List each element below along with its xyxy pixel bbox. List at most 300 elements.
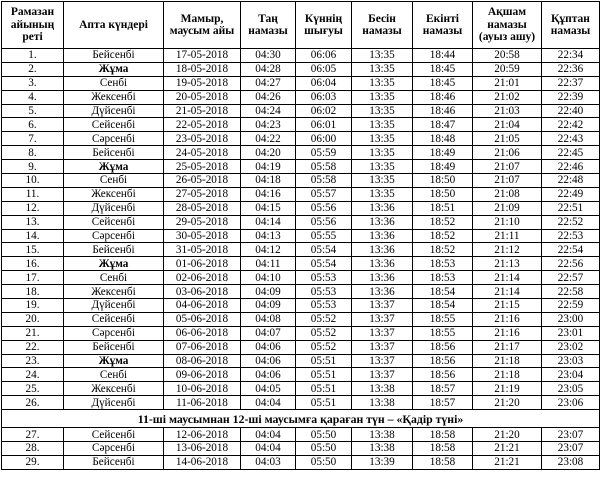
cell-sunrise: 06:06 <box>296 49 352 63</box>
cell-day-number: 18. <box>2 285 64 299</box>
header-weekday: Апта күндері <box>64 2 164 49</box>
cell-maghrib: 21:18 <box>473 354 542 368</box>
cell-day-number: 10. <box>2 174 64 188</box>
table-row <box>2 442 600 456</box>
cell-maghrib: 21:16 <box>473 312 542 326</box>
cell-dhuhr: 13:38 <box>352 396 413 410</box>
cell-isha: 23:08 <box>542 455 600 469</box>
table-row <box>2 118 600 132</box>
cell-fajr: 04:06 <box>241 368 296 382</box>
cell-sunrise: 05:50 <box>296 428 352 442</box>
cell-weekday: Сенбі <box>64 76 164 90</box>
cell-sunrise: 05:53 <box>296 271 352 285</box>
cell-asr: 18:53 <box>413 271 473 285</box>
qadr-night-section <box>2 410 600 428</box>
cell-dhuhr: 13:35 <box>352 160 413 174</box>
cell-day-number: 1. <box>2 49 64 63</box>
cell-day-number: 13. <box>2 215 64 229</box>
cell-asr: 18:53 <box>413 257 473 271</box>
cell-dhuhr: 13:37 <box>352 354 413 368</box>
cell-dhuhr: 13:35 <box>352 187 413 201</box>
cell-date: 12-06-2018 <box>164 428 241 442</box>
cell-fajr: 04:04 <box>241 442 296 456</box>
cell-isha: 23:05 <box>542 382 600 396</box>
cell-asr: 18:44 <box>413 49 473 63</box>
cell-fajr: 04:24 <box>241 104 296 118</box>
cell-day-number: 3. <box>2 76 64 90</box>
cell-fajr: 04:22 <box>241 132 296 146</box>
cell-weekday: Сенбі <box>64 174 164 188</box>
cell-asr: 18:45 <box>413 62 473 76</box>
cell-isha: 23:01 <box>542 326 600 340</box>
cell-asr: 18:54 <box>413 285 473 299</box>
cell-day-number: 23. <box>2 354 64 368</box>
cell-sunrise: 06:04 <box>296 76 352 90</box>
cell-asr: 18:58 <box>413 428 473 442</box>
cell-sunrise: 05:51 <box>296 354 352 368</box>
cell-fajr: 04:12 <box>241 243 296 257</box>
cell-day-number: 21. <box>2 326 64 340</box>
cell-weekday: Сәрсенбі <box>64 132 164 146</box>
cell-asr: 18:49 <box>413 160 473 174</box>
cell-maghrib: 21:10 <box>473 215 542 229</box>
cell-maghrib: 21:04 <box>473 118 542 132</box>
cell-date: 31-05-2018 <box>164 243 241 257</box>
cell-dhuhr: 13:36 <box>352 243 413 257</box>
cell-fajr: 04:14 <box>241 215 296 229</box>
cell-dhuhr: 13:37 <box>352 299 413 313</box>
cell-day-number: 14. <box>2 229 64 243</box>
cell-fajr: 04:04 <box>241 396 296 410</box>
cell-isha: 22:59 <box>542 299 600 313</box>
cell-fajr: 04:06 <box>241 354 296 368</box>
cell-day-number: 17. <box>2 271 64 285</box>
cell-date: 14-06-2018 <box>164 455 241 469</box>
cell-date: 21-05-2018 <box>164 104 241 118</box>
cell-maghrib: 20:58 <box>473 49 542 63</box>
header-day-number: Рамазан айының реті <box>2 2 64 49</box>
cell-sunrise: 05:53 <box>296 299 352 313</box>
cell-asr: 18:52 <box>413 243 473 257</box>
cell-isha: 22:46 <box>542 160 600 174</box>
cell-dhuhr: 13:35 <box>352 62 413 76</box>
cell-date: 08-06-2018 <box>164 354 241 368</box>
cell-dhuhr: 13:37 <box>352 312 413 326</box>
cell-date: 25-05-2018 <box>164 160 241 174</box>
cell-day-number: 9. <box>2 160 64 174</box>
cell-dhuhr: 13:35 <box>352 174 413 188</box>
table-row <box>2 174 600 188</box>
table-row <box>2 187 600 201</box>
cell-fajr: 04:30 <box>241 49 296 63</box>
cell-fajr: 04:20 <box>241 146 296 160</box>
cell-asr: 18:55 <box>413 326 473 340</box>
cell-asr: 18:46 <box>413 90 473 104</box>
cell-asr: 18:52 <box>413 215 473 229</box>
cell-weekday: Сейсенбі <box>64 312 164 326</box>
cell-isha: 22:56 <box>542 257 600 271</box>
cell-day-number: 2. <box>2 62 64 76</box>
cell-weekday: Бейсенбі <box>64 243 164 257</box>
cell-fajr: 04:11 <box>241 257 296 271</box>
header-dhuhr: Бесін намазы <box>352 2 413 49</box>
cell-fajr: 04:09 <box>241 285 296 299</box>
cell-isha: 22:42 <box>542 118 600 132</box>
cell-dhuhr: 13:37 <box>352 340 413 354</box>
cell-weekday: Жексенбі <box>64 285 164 299</box>
cell-asr: 18:57 <box>413 382 473 396</box>
cell-isha: 22:48 <box>542 174 600 188</box>
cell-fajr: 04:04 <box>241 428 296 442</box>
cell-date: 24-05-2018 <box>164 146 241 160</box>
table-row <box>2 132 600 146</box>
cell-date: 30-05-2018 <box>164 229 241 243</box>
cell-isha: 22:51 <box>542 201 600 215</box>
cell-isha: 22:58 <box>542 285 600 299</box>
cell-asr: 18:54 <box>413 299 473 313</box>
cell-sunrise: 05:56 <box>296 215 352 229</box>
cell-fajr: 04:28 <box>241 62 296 76</box>
cell-sunrise: 06:02 <box>296 104 352 118</box>
cell-maghrib: 21:11 <box>473 229 542 243</box>
cell-isha: 23:02 <box>542 340 600 354</box>
cell-weekday: Жексенбі <box>64 187 164 201</box>
cell-date: 11-06-2018 <box>164 396 241 410</box>
cell-date: 13-06-2018 <box>164 442 241 456</box>
cell-day-number: 4. <box>2 90 64 104</box>
cell-weekday: Бейсенбі <box>64 49 164 63</box>
cell-dhuhr: 13:36 <box>352 285 413 299</box>
table-row <box>2 243 600 257</box>
cell-date: 05-06-2018 <box>164 312 241 326</box>
cell-day-number: 28. <box>2 442 64 456</box>
cell-isha: 23:06 <box>542 396 600 410</box>
cell-asr: 18:52 <box>413 229 473 243</box>
cell-fajr: 04:03 <box>241 455 296 469</box>
cell-date: 06-06-2018 <box>164 326 241 340</box>
cell-maghrib: 21:02 <box>473 90 542 104</box>
cell-maghrib: 21:19 <box>473 382 542 396</box>
cell-day-number: 8. <box>2 146 64 160</box>
cell-weekday: Жексенбі <box>64 90 164 104</box>
cell-dhuhr: 13:37 <box>352 368 413 382</box>
cell-fajr: 04:10 <box>241 271 296 285</box>
cell-sunrise: 05:54 <box>296 243 352 257</box>
cell-weekday: Дүйсенбі <box>64 104 164 118</box>
table-row <box>2 104 600 118</box>
cell-asr: 18:45 <box>413 76 473 90</box>
cell-day-number: 11. <box>2 187 64 201</box>
table-row <box>2 215 600 229</box>
cell-day-number: 29. <box>2 455 64 469</box>
cell-date: 26-05-2018 <box>164 174 241 188</box>
table-row <box>2 146 600 160</box>
cell-fajr: 04:05 <box>241 382 296 396</box>
cell-dhuhr: 13:39 <box>352 455 413 469</box>
cell-isha: 23:04 <box>542 368 600 382</box>
cell-asr: 18:49 <box>413 146 473 160</box>
cell-maghrib: 21:07 <box>473 174 542 188</box>
cell-date: 23-05-2018 <box>164 132 241 146</box>
cell-sunrise: 05:57 <box>296 187 352 201</box>
qadr-night-note: 11-ші маусымнан 12-ші маусымға қараған түн – «Қадір түні» <box>2 410 600 428</box>
cell-maghrib: 21:07 <box>473 160 542 174</box>
cell-fajr: 04:08 <box>241 312 296 326</box>
header-isha: Құптан намазы <box>542 2 600 49</box>
cell-sunrise: 05:55 <box>296 229 352 243</box>
cell-asr: 18:55 <box>413 312 473 326</box>
cell-fajr: 04:23 <box>241 118 296 132</box>
cell-day-number: 19. <box>2 299 64 313</box>
cell-weekday: Сейсенбі <box>64 118 164 132</box>
cell-sunrise: 06:00 <box>296 132 352 146</box>
cell-sunrise: 05:51 <box>296 368 352 382</box>
cell-maghrib: 21:15 <box>473 299 542 313</box>
table-row <box>2 229 600 243</box>
cell-isha: 23:07 <box>542 442 600 456</box>
cell-maghrib: 21:14 <box>473 271 542 285</box>
cell-dhuhr: 13:38 <box>352 382 413 396</box>
cell-dhuhr: 13:35 <box>352 90 413 104</box>
cell-fajr: 04:07 <box>241 326 296 340</box>
table-row <box>2 354 600 368</box>
table-row <box>2 257 600 271</box>
cell-day-number: 20. <box>2 312 64 326</box>
cell-dhuhr: 13:36 <box>352 257 413 271</box>
cell-day-number: 26. <box>2 396 64 410</box>
cell-dhuhr: 13:36 <box>352 201 413 215</box>
cell-asr: 18:50 <box>413 174 473 188</box>
cell-sunrise: 05:50 <box>296 455 352 469</box>
cell-dhuhr: 13:35 <box>352 49 413 63</box>
cell-asr: 18:58 <box>413 455 473 469</box>
cell-fajr: 04:15 <box>241 201 296 215</box>
cell-weekday: Сәрсенбі <box>64 326 164 340</box>
cell-isha: 22:49 <box>542 187 600 201</box>
cell-dhuhr: 13:35 <box>352 118 413 132</box>
cell-isha: 23:00 <box>542 312 600 326</box>
cell-isha: 22:53 <box>542 229 600 243</box>
cell-sunrise: 05:52 <box>296 312 352 326</box>
cell-maghrib: 21:01 <box>473 76 542 90</box>
cell-fajr: 04:27 <box>241 76 296 90</box>
cell-weekday: Бейсенбі <box>64 340 164 354</box>
cell-maghrib: 21:05 <box>473 132 542 146</box>
cell-date: 02-06-2018 <box>164 271 241 285</box>
cell-sunrise: 05:59 <box>296 146 352 160</box>
cell-sunrise: 05:51 <box>296 396 352 410</box>
cell-asr: 18:56 <box>413 340 473 354</box>
cell-sunrise: 05:58 <box>296 160 352 174</box>
cell-date: 04-06-2018 <box>164 299 241 313</box>
table-row <box>2 76 600 90</box>
cell-date: 07-06-2018 <box>164 340 241 354</box>
cell-date: 28-05-2018 <box>164 201 241 215</box>
cell-day-number: 27. <box>2 428 64 442</box>
cell-day-number: 5. <box>2 104 64 118</box>
cell-isha: 22:57 <box>542 271 600 285</box>
cell-maghrib: 21:08 <box>473 187 542 201</box>
cell-weekday: Дүйсенбі <box>64 299 164 313</box>
cell-day-number: 24. <box>2 368 64 382</box>
cell-date: 20-05-2018 <box>164 90 241 104</box>
cell-asr: 18:51 <box>413 201 473 215</box>
cell-fajr: 04:13 <box>241 229 296 243</box>
table-row <box>2 201 600 215</box>
cell-day-number: 12. <box>2 201 64 215</box>
table-row <box>2 62 600 76</box>
cell-fajr: 04:06 <box>241 340 296 354</box>
cell-dhuhr: 13:38 <box>352 428 413 442</box>
cell-maghrib: 21:17 <box>473 340 542 354</box>
cell-weekday: Жұма <box>64 160 164 174</box>
cell-dhuhr: 13:35 <box>352 132 413 146</box>
cell-weekday: Сәрсенбі <box>64 442 164 456</box>
table-row <box>2 326 600 340</box>
table-row <box>2 428 600 442</box>
cell-weekday: Дүйсенбі <box>64 201 164 215</box>
ramadan-schedule-table <box>1 1 600 470</box>
cell-isha: 22:39 <box>542 90 600 104</box>
cell-date: 03-06-2018 <box>164 285 241 299</box>
table-row <box>2 396 600 410</box>
header-sunrise: Күннің шығуы <box>296 2 352 49</box>
cell-dhuhr: 13:36 <box>352 215 413 229</box>
cell-weekday: Бейсенбі <box>64 146 164 160</box>
cell-day-number: 16. <box>2 257 64 271</box>
cell-asr: 18:50 <box>413 187 473 201</box>
cell-date: 17-05-2018 <box>164 49 241 63</box>
table-row <box>2 340 600 354</box>
cell-sunrise: 06:01 <box>296 118 352 132</box>
cell-isha: 22:40 <box>542 104 600 118</box>
cell-date: 29-05-2018 <box>164 215 241 229</box>
cell-weekday: Сәрсенбі <box>64 229 164 243</box>
cell-sunrise: 05:50 <box>296 442 352 456</box>
table-row <box>2 312 600 326</box>
cell-day-number: 22. <box>2 340 64 354</box>
cell-asr: 18:58 <box>413 442 473 456</box>
cell-date: 01-06-2018 <box>164 257 241 271</box>
cell-isha: 22:36 <box>542 62 600 76</box>
cell-dhuhr: 13:36 <box>352 271 413 285</box>
table-row <box>2 285 600 299</box>
table-row <box>2 299 600 313</box>
cell-maghrib: 21:18 <box>473 368 542 382</box>
cell-dhuhr: 13:37 <box>352 326 413 340</box>
cell-sunrise: 05:54 <box>296 257 352 271</box>
cell-sunrise: 06:05 <box>296 62 352 76</box>
cell-weekday: Жұма <box>64 62 164 76</box>
table-row <box>2 271 600 285</box>
header-row <box>2 2 600 49</box>
header-date: Мамыр, маусым айы <box>164 2 241 49</box>
cell-date: 09-06-2018 <box>164 368 241 382</box>
cell-weekday: Жексенбі <box>64 382 164 396</box>
cell-sunrise: 05:56 <box>296 201 352 215</box>
cell-weekday: Сенбі <box>64 271 164 285</box>
cell-maghrib: 21:21 <box>473 442 542 456</box>
cell-weekday: Сенбі <box>64 368 164 382</box>
cell-weekday: Жұма <box>64 354 164 368</box>
table-row <box>2 382 600 396</box>
table-row <box>2 49 600 63</box>
cell-asr: 18:47 <box>413 118 473 132</box>
cell-date: 22-05-2018 <box>164 118 241 132</box>
cell-asr: 18:56 <box>413 354 473 368</box>
table-row <box>2 160 600 174</box>
cell-dhuhr: 13:38 <box>352 442 413 456</box>
cell-sunrise: 05:52 <box>296 340 352 354</box>
table-row <box>2 455 600 469</box>
cell-fajr: 04:09 <box>241 299 296 313</box>
cell-sunrise: 05:51 <box>296 382 352 396</box>
cell-fajr: 04:18 <box>241 174 296 188</box>
cell-isha: 23:03 <box>542 354 600 368</box>
cell-maghrib: 21:21 <box>473 455 542 469</box>
cell-sunrise: 05:52 <box>296 326 352 340</box>
table-row <box>2 368 600 382</box>
cell-maghrib: 21:06 <box>473 146 542 160</box>
cell-maghrib: 21:14 <box>473 285 542 299</box>
cell-maghrib: 21:20 <box>473 428 542 442</box>
cell-isha: 23:07 <box>542 428 600 442</box>
header-maghrib: Ақшам намазы (ауыз ашу) <box>473 2 542 49</box>
cell-asr: 18:56 <box>413 368 473 382</box>
cell-sunrise: 05:58 <box>296 174 352 188</box>
cell-isha: 22:54 <box>542 243 600 257</box>
cell-isha: 22:34 <box>542 49 600 63</box>
cell-weekday: Сейсенбі <box>64 215 164 229</box>
cell-maghrib: 20:59 <box>473 62 542 76</box>
cell-day-number: 15. <box>2 243 64 257</box>
cell-maghrib: 21:12 <box>473 243 542 257</box>
cell-dhuhr: 13:35 <box>352 76 413 90</box>
cell-day-number: 25. <box>2 382 64 396</box>
cell-isha: 22:52 <box>542 215 600 229</box>
cell-maghrib: 21:20 <box>473 396 542 410</box>
cell-weekday: Сейсенбі <box>64 428 164 442</box>
cell-dhuhr: 13:36 <box>352 229 413 243</box>
header-fajr: Таң намазы <box>241 2 296 49</box>
cell-isha: 22:37 <box>542 76 600 90</box>
cell-dhuhr: 13:35 <box>352 146 413 160</box>
cell-asr: 18:48 <box>413 132 473 146</box>
qadr-night-row <box>2 410 600 428</box>
cell-sunrise: 05:53 <box>296 285 352 299</box>
cell-maghrib: 21:13 <box>473 257 542 271</box>
cell-asr: 18:46 <box>413 104 473 118</box>
cell-day-number: 6. <box>2 118 64 132</box>
cell-asr: 18:57 <box>413 396 473 410</box>
schedule-body-part2 <box>2 428 600 470</box>
cell-date: 27-05-2018 <box>164 187 241 201</box>
cell-fajr: 04:19 <box>241 160 296 174</box>
cell-dhuhr: 13:35 <box>352 104 413 118</box>
cell-maghrib: 21:03 <box>473 104 542 118</box>
cell-day-number: 7. <box>2 132 64 146</box>
cell-date: 19-05-2018 <box>164 76 241 90</box>
cell-isha: 22:43 <box>542 132 600 146</box>
cell-date: 18-05-2018 <box>164 62 241 76</box>
cell-maghrib: 21:09 <box>473 201 542 215</box>
cell-date: 10-06-2018 <box>164 382 241 396</box>
cell-isha: 22:45 <box>542 146 600 160</box>
table-row <box>2 90 600 104</box>
schedule-body-part1 <box>2 49 600 410</box>
cell-fajr: 04:26 <box>241 90 296 104</box>
cell-fajr: 04:16 <box>241 187 296 201</box>
